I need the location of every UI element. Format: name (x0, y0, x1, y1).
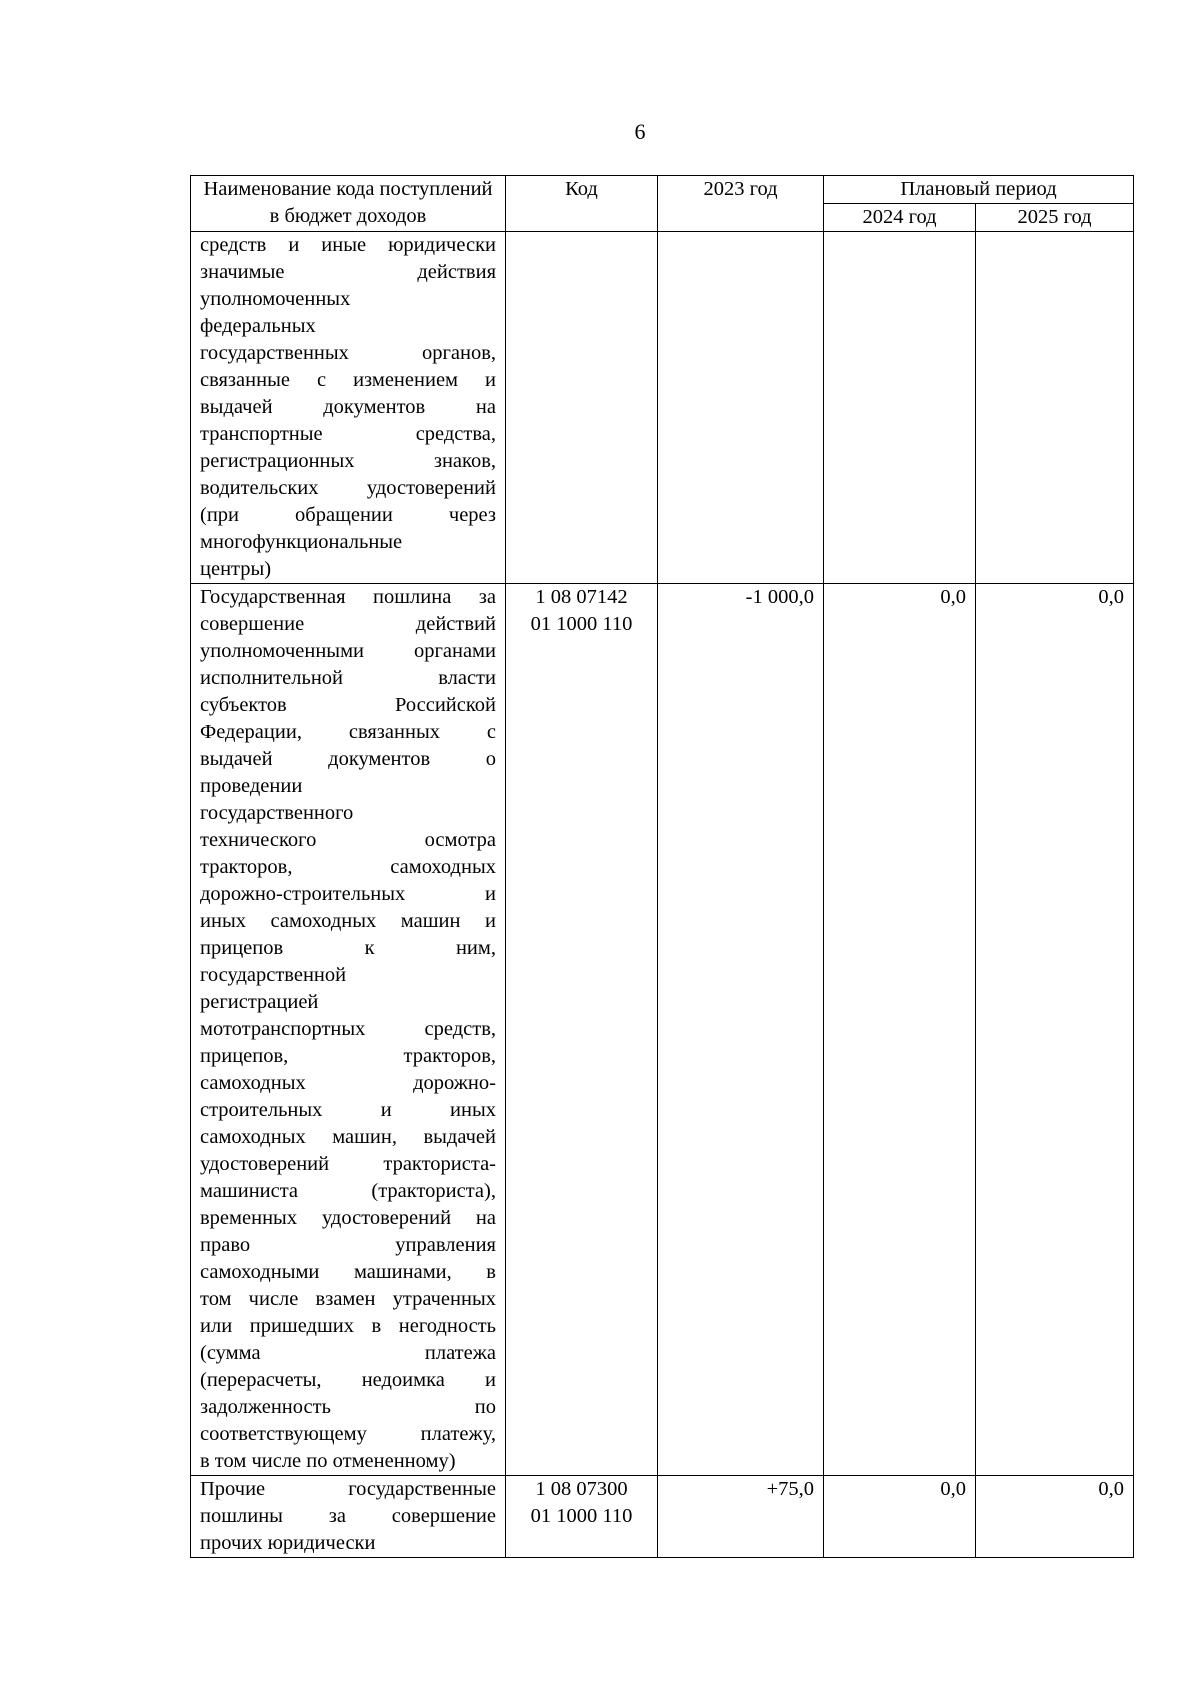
revenue-name-line: (перерасчеты, недоимка и (200, 1369, 496, 1391)
revenue-name-line: центры) (200, 558, 272, 580)
page-number: 6 (634, 119, 646, 144)
header-planned-period: Плановый период (824, 176, 1134, 204)
revenue-code-cell (506, 232, 658, 584)
revenue-name-line: в том числе по отмененному) (200, 1450, 456, 1472)
revenue-name-line: регистрационных знаков, (200, 450, 496, 472)
revenue-name-line: уполномоченных (200, 288, 351, 310)
revenue-name-line: государственных органов, (200, 342, 496, 364)
amount-y2025-cell: 0,0 (976, 1476, 1134, 1558)
amount-y2025-cell (976, 232, 1134, 584)
revenue-name-line: временных удостоверений на (200, 1207, 496, 1229)
revenue-name-line: Федерации, связанных с (200, 721, 496, 743)
revenue-name-line: многофункциональные (200, 531, 403, 553)
revenue-name-line: удостоверений тракториста- (200, 1153, 496, 1175)
revenue-name-line: (сумма платежа (200, 1342, 496, 1364)
revenue-name-line: государственной (200, 964, 347, 986)
revenue-name-line: иных самоходных машин и (200, 910, 496, 932)
revenue-name-line: том числе взамен утраченных (200, 1288, 496, 1310)
revenue-name-line: связанные с изменением и (200, 369, 496, 391)
revenue-name-line: пошлины за совершение (200, 1505, 496, 1527)
revenue-name-line: значимые действия (200, 261, 496, 283)
revenue-code-line: 1 08 07300 (535, 1478, 628, 1500)
revenue-code-line: 1 08 07142 (535, 586, 628, 608)
revenue-name-line: или пришедших в негодность (200, 1315, 496, 1337)
revenue-name-line: соответствующему платежу, (200, 1423, 496, 1445)
revenue-name-line: задолженность по (200, 1396, 496, 1418)
header-2025: 2025 год (976, 204, 1134, 232)
amount-y2023-cell (658, 232, 824, 584)
revenue-name-line: самоходных машин, выдачей (200, 1126, 496, 1148)
header-code: Код (506, 176, 658, 232)
revenue-name-line: выдачей документов о (200, 748, 496, 770)
amount-y2024-cell (824, 232, 976, 584)
revenue-name-line: право управления (200, 1234, 496, 1256)
revenue-code-cell (506, 1476, 658, 1558)
revenue-name-line: субъектов Российской (200, 694, 496, 716)
revenue-name-line: уполномоченными органами (200, 640, 496, 662)
table-row (191, 584, 1134, 1476)
revenue-name-line: Прочие государственные (200, 1478, 496, 1500)
revenue-name-line: технического осмотра (200, 829, 496, 851)
amount-y2023-cell: -1 000,0 (658, 584, 824, 1476)
revenue-name-line: государственного (200, 802, 354, 824)
budget-revenue-table (190, 175, 1134, 1558)
revenue-name-line: тракторов, самоходных (200, 856, 496, 878)
header-row-1 (191, 176, 1134, 204)
table-row (191, 232, 1134, 584)
table-row (191, 1476, 1134, 1558)
revenue-name-line: прицепов, тракторов, (200, 1045, 496, 1067)
revenue-name-cell (191, 232, 506, 584)
revenue-name-line: самоходных дорожно- (200, 1072, 496, 1094)
revenue-name-cell (191, 1476, 506, 1558)
revenue-name-line: федеральных (200, 315, 316, 337)
revenue-name-line: (при обращении через (200, 504, 496, 526)
revenue-code-cell (506, 584, 658, 1476)
header-name: Наименование кода поступлений в бюджет доходов (191, 176, 506, 232)
revenue-name-line: проведении (200, 775, 303, 797)
revenue-name-line: строительных и иных (200, 1099, 496, 1121)
amount-y2023-cell: +75,0 (658, 1476, 824, 1558)
revenue-name-line: мототранспортных средств, (200, 1018, 496, 1040)
revenue-name-line: исполнительной власти (200, 667, 496, 689)
revenue-code-line: 01 1000 110 (530, 613, 633, 635)
amount-y2024-cell: 0,0 (824, 584, 976, 1476)
revenue-name-line: совершение действий (200, 613, 496, 635)
revenue-code-line: 01 1000 110 (530, 1505, 633, 1527)
header-2024: 2024 год (824, 204, 976, 232)
amount-y2024-cell: 0,0 (824, 1476, 976, 1558)
revenue-name-line: регистрацией (200, 991, 319, 1013)
table-body (191, 232, 1134, 1558)
amount-y2025-cell: 0,0 (976, 584, 1134, 1476)
revenue-name-line: машиниста (тракториста), (200, 1180, 496, 1202)
revenue-name-line: выдачей документов на (200, 396, 496, 418)
revenue-name-line: дорожно-строительных и (200, 883, 496, 905)
revenue-name-line: водительских удостоверений (200, 477, 496, 499)
revenue-name-cell (191, 584, 506, 1476)
revenue-name-line: Государственная пошлина за (200, 586, 496, 608)
revenue-name-line: транспортные средства, (200, 423, 496, 445)
revenue-name-line: прочих юридически (200, 1532, 376, 1554)
revenue-name-line: прицепов к ним, (200, 937, 496, 959)
revenue-name-line: средств и иные юридически (200, 234, 496, 256)
revenue-name-line: самоходными машинами, в (200, 1261, 496, 1283)
header-2023: 2023 год (658, 176, 824, 232)
